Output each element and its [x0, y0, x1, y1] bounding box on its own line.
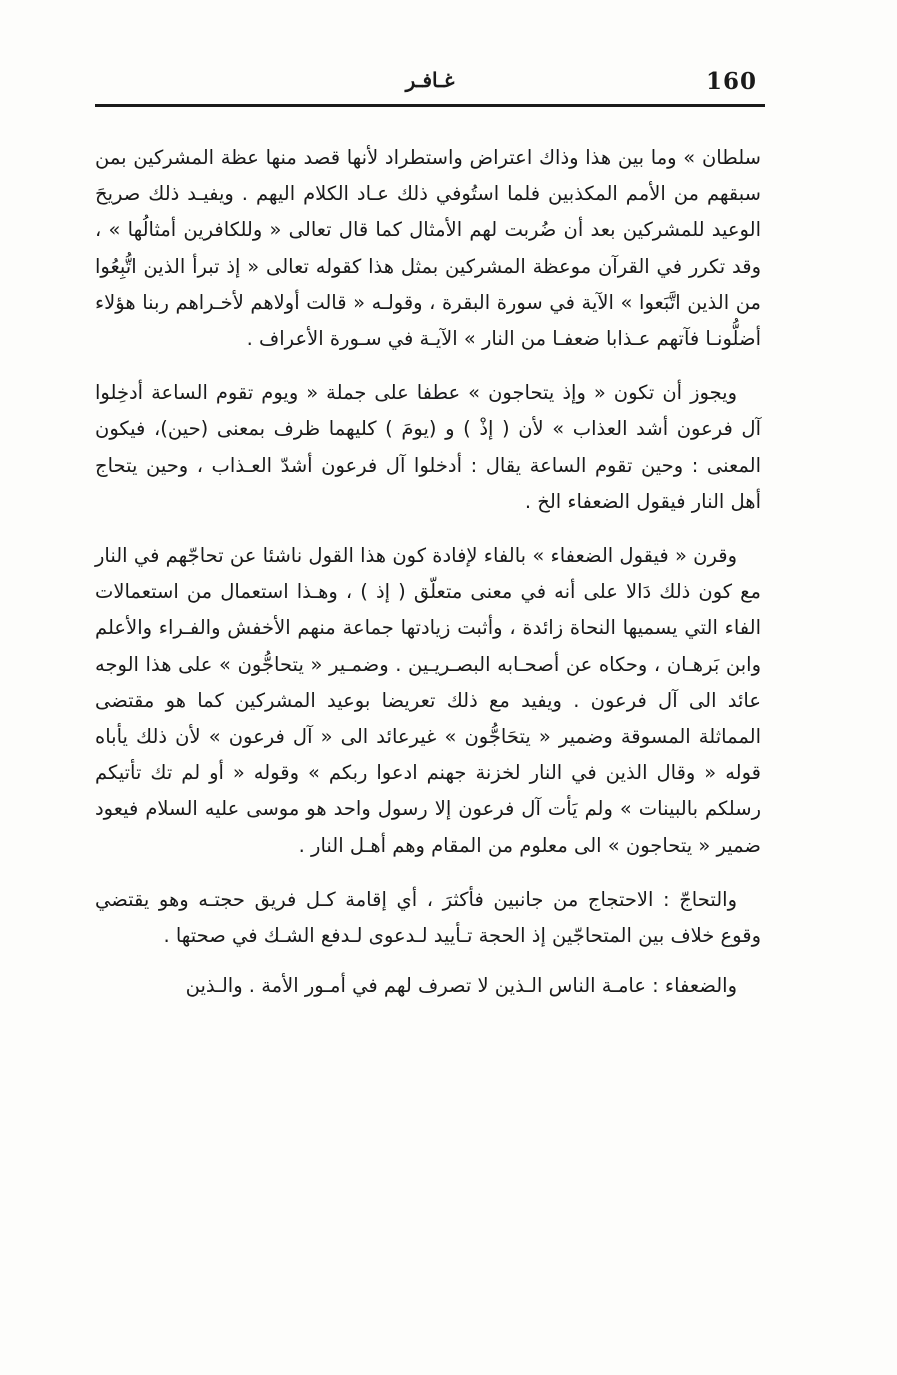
- paragraph-5: والضعفاء : عامـة الناس الـذين لا تصرف لهم في أمـور الأمة . والـذين: [185, 974, 737, 998]
- paragraph-3: وقرن « فيقول الضعفاء » بالفاء لإفادة كون هذا القول ناشئا عن تحاجّهم في النار مع كون ذلك دَالا على أنه في معنى متعلّق ( إذ ) ، وهـذا استعمال من استعمالات الفاء التي يسميها النحاة زائدة ، وأثبت زيادتها جماعة منهم الأخفش والفـراء والأعلم وابن بَرهـان ، وحكاه عن أصحـابه البصـريـين . وضمـير « يتحاجُّون » على هذا الوجه عائد الى آل فرعون . ويفيد مع ذلك تعريضا بوعيد المشركين كما هو مقتضى المماثلة المسوقة وضمير « يتحَاجُّون » غيرعائد الى « آل فرعون » لأن ذلك يأباه قوله « وقال الذين في النار لخزنة جهنم ادعوا ربكم » وقوله « أو لم تك تأتيكم رسلكم بالبينات » ولم يَأت آل فرعون إلا رسول واحد هو موسى عليه السلام فيعود ضمير « يتحاجون » الى معلوم من المقام وهم أهـل النار .: [95, 544, 761, 857]
- header-rule: [95, 104, 765, 107]
- paragraph-2: ويجوز أن تكون « وإذ يتحاجون » عطفا على جملة « ويوم تقوم الساعة أدخِلوا آل فرعون أشد العذاب » لأن ( إذْ ) و (يومَ ) كليهما ظرف بمعنى (حين)، فيكون المعنى : وحين تقوم الساعة يقال : أدخلوا آل فرعون أشدّ العـذاب ، وحين يتحاج أهل النار فيقول الضعفاء الخ .: [95, 381, 761, 513]
- page-header: [95, 66, 765, 106]
- paragraph-4: والتحاجّ : الاحتجاج من جانبين فأكثرَ ، أي إقامة كـل فريق حجتـه وهو يقتضي وقوع خلاف بين المتحاجّين إذ الحجة تـأييد لـدعوى لـدفع الشـك في صحتها .: [95, 887, 761, 948]
- page-number: 160: [705, 68, 757, 95]
- body-text: [95, 140, 761, 1004]
- running-head: غـافـر: [405, 68, 455, 92]
- paragraph-1: سلطان » وما بين هذا وذاك اعتراض واستطراد لأنها قصد منها عظة المشركين بمن سبقهم من الأمم المكذبين فلما استُوفي ذلك عـاد الكلام اليهم . ويفيـد ذلك صريحَ الوعيد للمشركين بعد أن ضُربت لهم الأمثال كما قال تعالى « وللكافرين أمثالُها » ، وقد تكرر في القرآن موعظة المشركين بمثل هذا كقوله تعالى « إذ تبرأ الذين اتُّبِعُوا من الذين اتَّبَعوا » الآية في سورة البقرة ، وقولـه « قالت أولاهم لأخـراهم ربنا هؤلاء أضلُّونـا فآتهم عـذابا ضعفـا من النار » الآيـة في سـورة الأعراف .: [95, 146, 761, 351]
